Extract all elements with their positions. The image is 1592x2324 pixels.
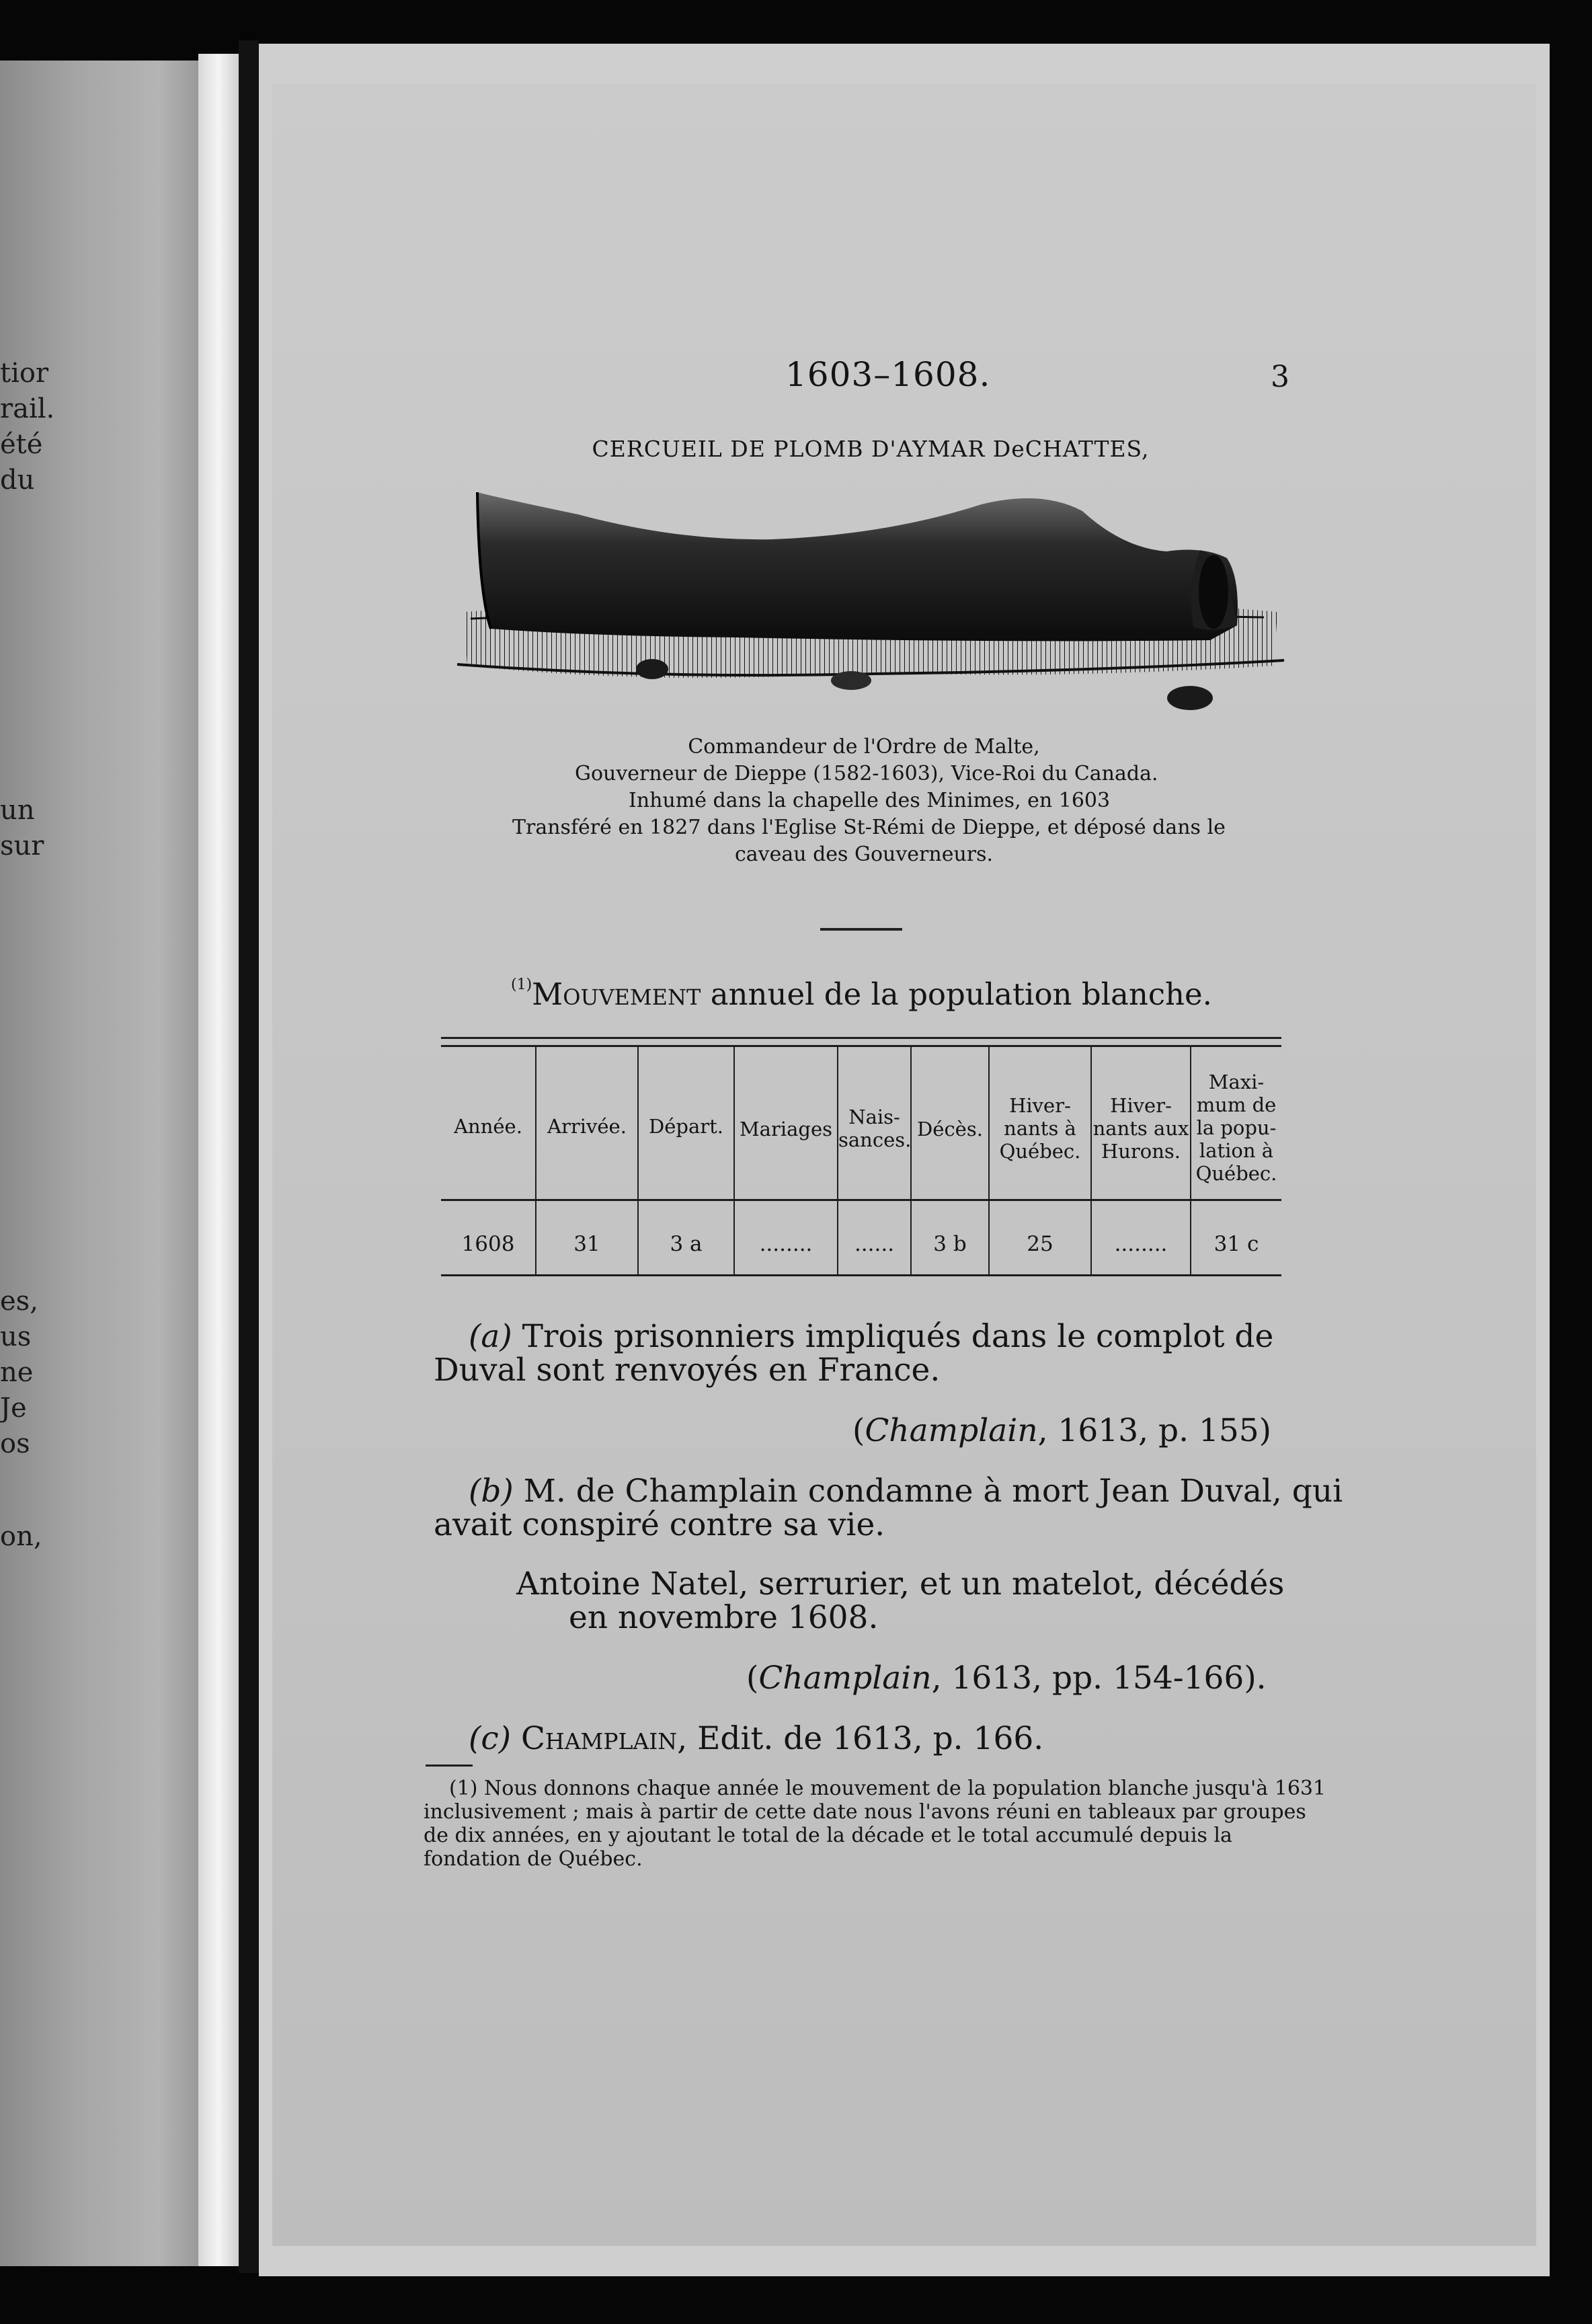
plate-caption-line: caveau des Gouverneurs. xyxy=(734,843,994,866)
plate-title: CERCUEIL DE PLOMB D'AYMAR DeCHATTES, xyxy=(592,436,1150,462)
table-header-mariages: Mariages xyxy=(739,1118,833,1140)
table-header-annee: Année. xyxy=(454,1115,522,1138)
table-header-arrivee: Arrivée. xyxy=(547,1115,627,1138)
left-fragment: été xyxy=(0,429,43,460)
left-fragment: ne xyxy=(0,1357,34,1388)
note-a-line1: (a) Trois prisonniers impliqués dans le complot de xyxy=(469,1318,1274,1355)
note-b-line1: (b) M. de Champlain condamne à mort Jean Duval, qui xyxy=(469,1473,1343,1510)
table-cell-mariages: ........ xyxy=(759,1232,813,1256)
table-rule-top xyxy=(441,1037,1281,1039)
note-a-line2: Duval sont renvoyés en France. xyxy=(434,1352,941,1389)
note-b-line3: Antoine Natel, serrurier, et un matelot, décédés xyxy=(516,1565,1285,1602)
table-cell-maximum: 31 c xyxy=(1213,1232,1259,1256)
book-spine xyxy=(198,54,239,2266)
footnote-rule xyxy=(426,1765,473,1767)
section-rule xyxy=(820,928,902,931)
note-b-citation: (Champlain, 1613, pp. 154-166). xyxy=(746,1660,1267,1697)
table-title xyxy=(511,976,1212,1012)
footnote-line: (1) Nous donnons chaque année le mouvement de la population blanche jusqu'à 1631 xyxy=(449,1777,1326,1800)
left-fragment: Je xyxy=(0,1393,27,1424)
table-header-maximum: Maxi- mum de la popu- lation à Québec. xyxy=(1195,1071,1277,1185)
table-title-lead: Mouvement xyxy=(532,976,701,1012)
left-fragment: us xyxy=(0,1321,32,1352)
footnote-line: de dix années, en y ajoutant le total de la décade et le total accumulé depuis la xyxy=(424,1824,1232,1847)
plate-caption-line: Gouverneur de Dieppe (1582-1603), Vice-Roi du Canada. xyxy=(575,762,1158,785)
left-fragment: rail. xyxy=(0,393,55,424)
table-cell-depart: 3 a xyxy=(670,1232,703,1256)
left-fragment: es, xyxy=(0,1286,38,1317)
running-head: 1603–1608. xyxy=(785,355,991,394)
coffin-engraving xyxy=(457,484,1284,726)
table-cell-arrivee: 31 xyxy=(573,1232,600,1256)
left-fragment: sur xyxy=(0,830,44,861)
page xyxy=(272,84,1536,2246)
left-fragment: tior xyxy=(0,358,49,389)
left-fragment: du xyxy=(0,465,35,496)
table-rule-top2 xyxy=(441,1045,1281,1047)
table-title-rest: annuel de la population blanche. xyxy=(701,976,1212,1012)
table-header-naissances: Nais- sances. xyxy=(838,1106,912,1151)
plate-caption-line: Commandeur de l'Ordre de Malte, xyxy=(688,735,1040,759)
plate-caption-line: Inhumé dans la chapelle des Minimes, en 1603 xyxy=(629,789,1111,812)
table-header-hivernants-quebec: Hiver- nants à Québec. xyxy=(999,1094,1081,1163)
note-b-line2: avait conspiré contre sa vie. xyxy=(434,1506,885,1543)
left-fragment: un xyxy=(0,795,35,826)
table-cell-naissances: ...... xyxy=(854,1232,895,1256)
note-b-line4: en novembre 1608. xyxy=(569,1599,879,1636)
note-a-citation: (Champlain, 1613, p. 155) xyxy=(852,1412,1271,1449)
table-header-depart: Départ. xyxy=(648,1115,723,1138)
footnote-line: inclusivement ; mais à partir de cette date nous l'avons réuni en tableaux par groupes xyxy=(424,1800,1306,1824)
table-header-hivernants-hurons: Hiver- nants aux Hurons. xyxy=(1092,1094,1189,1163)
gutter xyxy=(239,40,259,2273)
page-number: 3 xyxy=(1271,360,1289,394)
left-facing-page xyxy=(0,61,198,2266)
table-rule-header xyxy=(441,1199,1281,1201)
plate-caption-line: Transféré en 1827 dans l'Eglise St-Rémi de Dieppe, et déposé dans le xyxy=(512,816,1226,839)
table-header-deces: Décès. xyxy=(917,1118,983,1140)
table-cell-deces: 3 b xyxy=(933,1232,967,1256)
table-cell-hivernants-hurons: ........ xyxy=(1114,1232,1168,1256)
table-cell-year: 1608 xyxy=(461,1232,515,1256)
footnote-line: fondation de Québec. xyxy=(424,1847,643,1871)
left-fragment: os xyxy=(0,1428,30,1459)
note-c: (c) Champlain, Edit. de 1613, p. 166. xyxy=(469,1720,1044,1757)
table-cell-hivernants-quebec: 25 xyxy=(1027,1232,1053,1256)
table-rule-bottom xyxy=(441,1274,1281,1276)
left-fragment: on, xyxy=(0,1521,42,1552)
footnote-mark: (1) xyxy=(511,976,532,993)
